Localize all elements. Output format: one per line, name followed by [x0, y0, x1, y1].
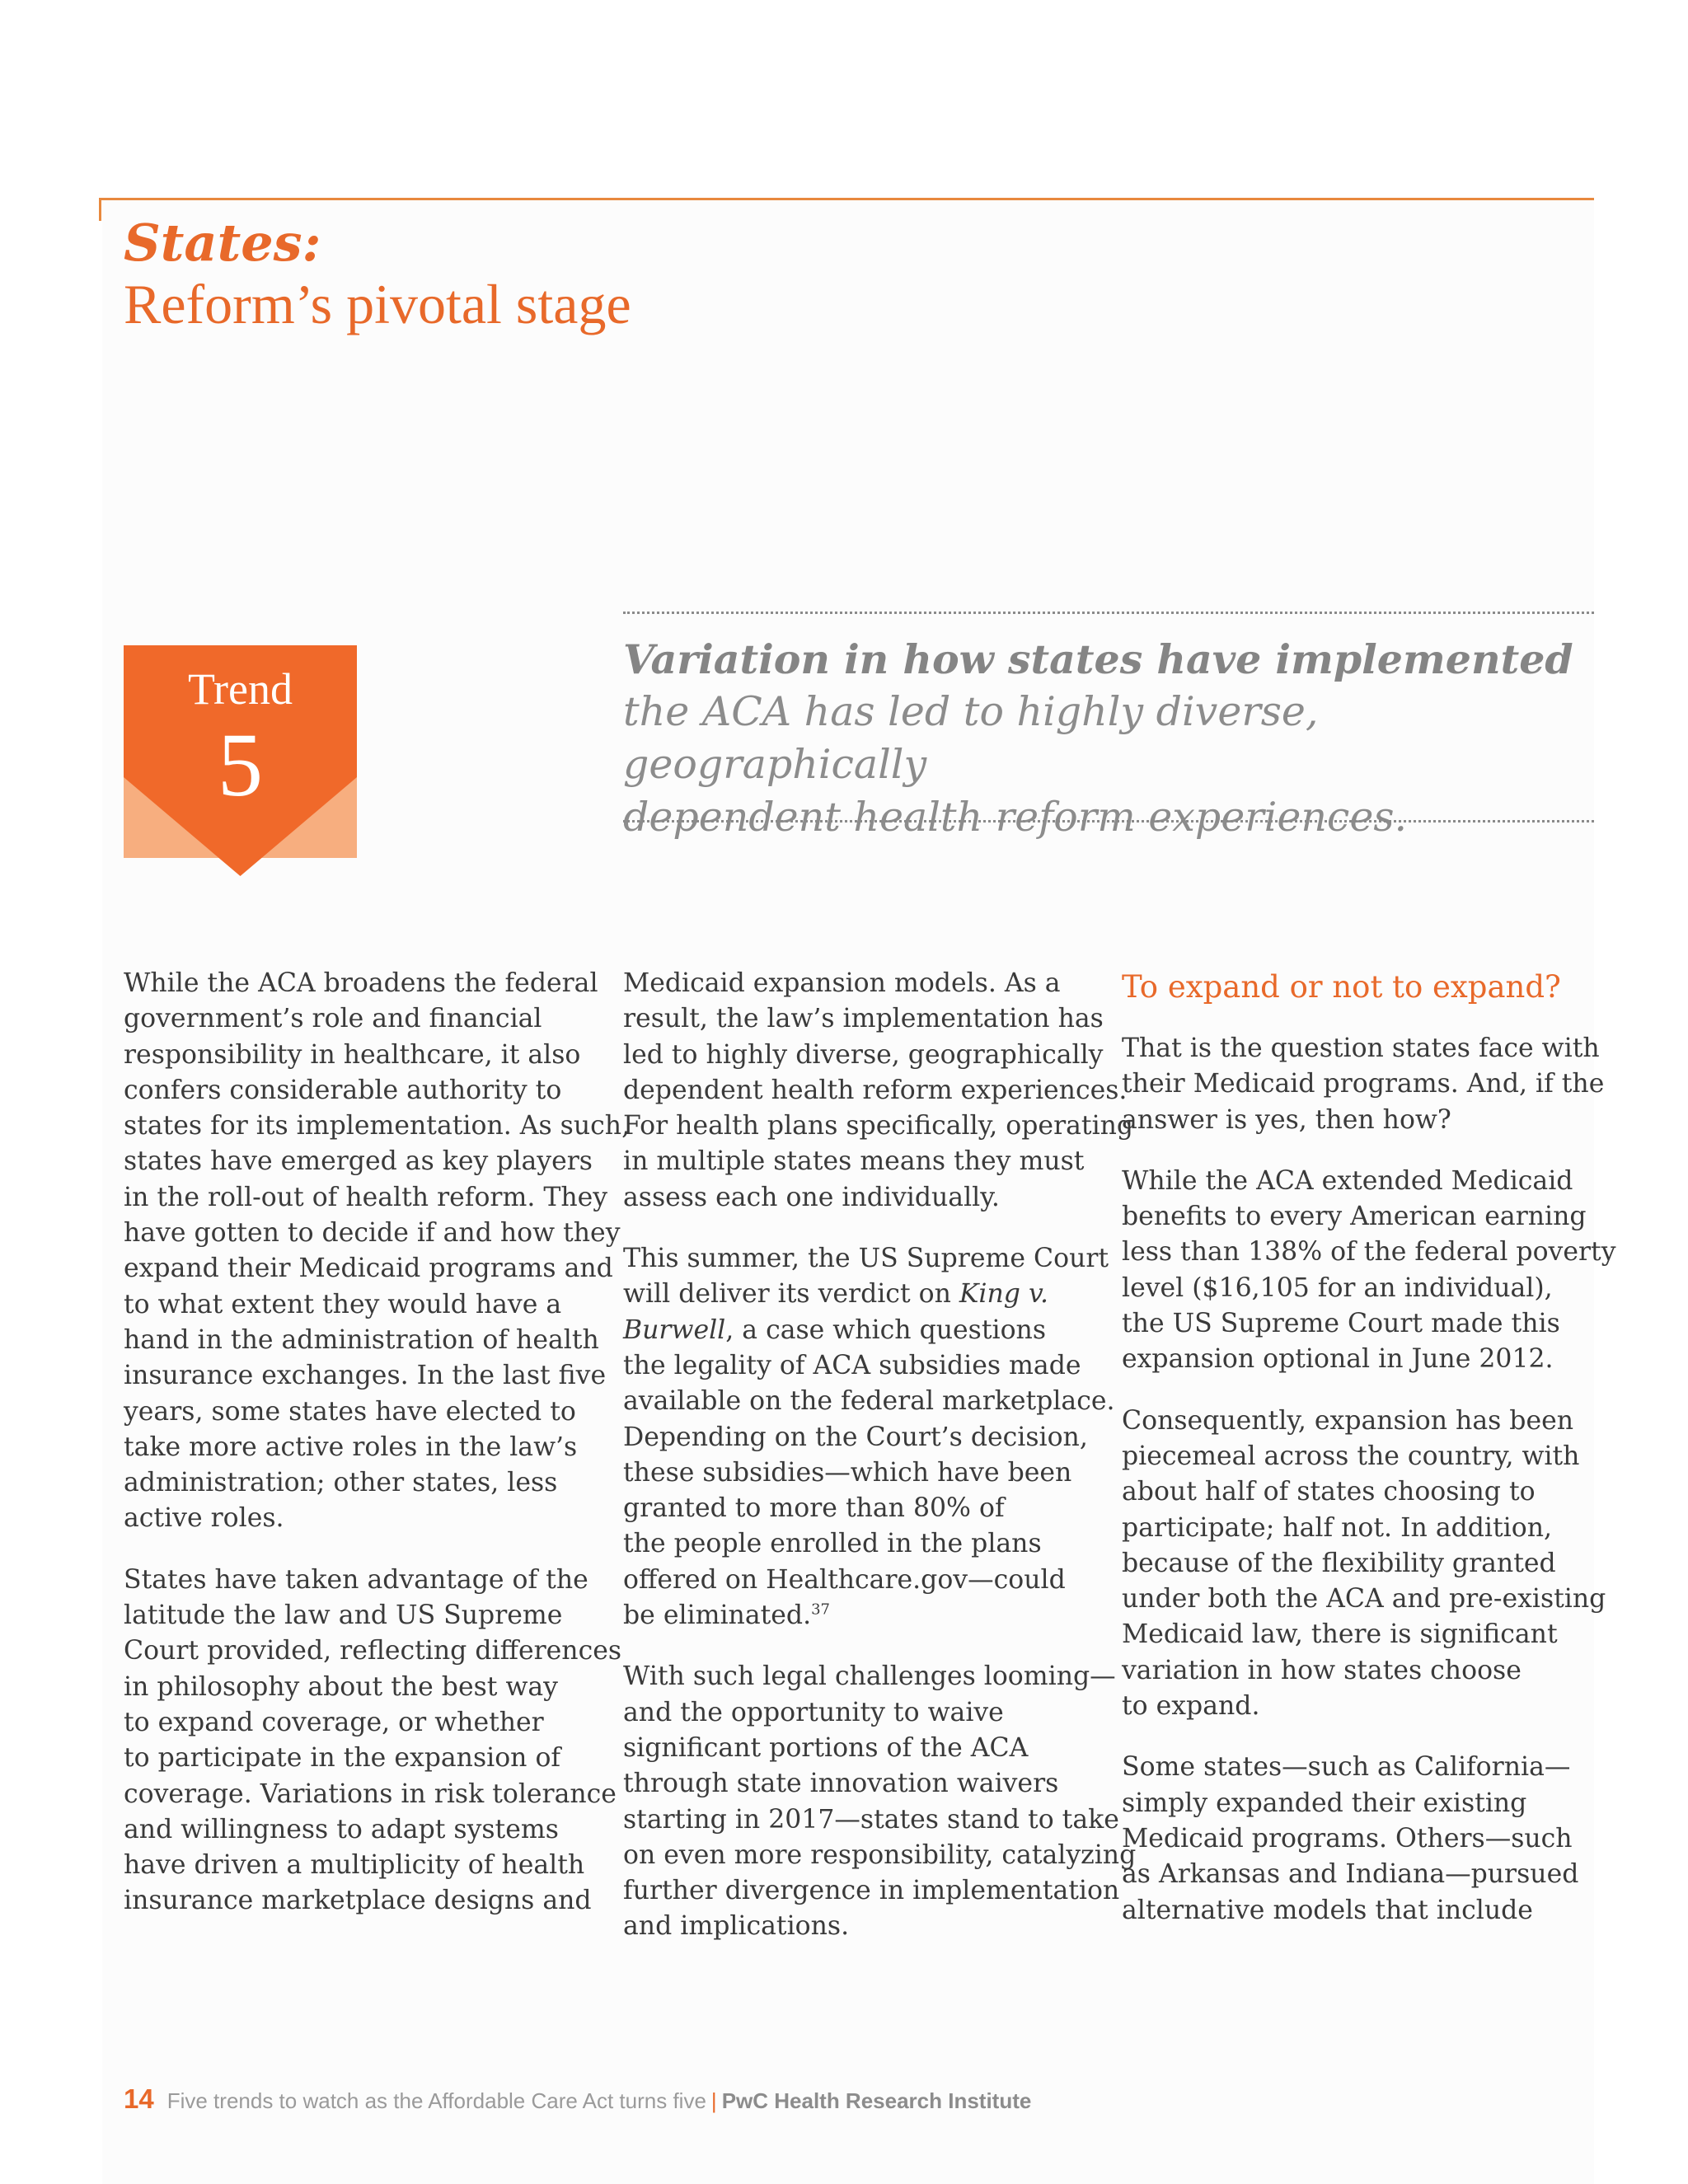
text-run: , a case which questions [725, 1315, 1046, 1345]
trend-badge [124, 645, 357, 876]
text-line: dependent health reform experiences. [623, 1075, 1128, 1105]
paragraph [623, 1241, 1115, 1633]
text-line: states have emerged as key players [124, 1146, 593, 1177]
text-line: starting in 2017—states stand to take [623, 1804, 1119, 1835]
text-line: under both the ACA and pre-existing [1122, 1584, 1606, 1615]
text-line [623, 1598, 1085, 1633]
text-line: Medicaid expansion models. As a [623, 968, 1061, 998]
paragraph [1122, 1750, 1592, 1928]
text-line: latitude the law and US Supreme [124, 1601, 563, 1631]
text-line: take more active roles in the law’s [124, 1432, 578, 1462]
footer-org: PwC Health Research Institute [721, 2088, 1032, 2113]
text-line: With such legal challenges looming— [623, 1661, 1116, 1692]
trend-badge-label: Trend [187, 664, 293, 714]
text-line: insurance marketplace designs and [124, 1886, 592, 1916]
paragraph [124, 1563, 622, 1919]
footnote-ref: 37 [811, 1601, 831, 1619]
text-line: While the ACA broadens the federal [124, 968, 598, 998]
paragraph [1122, 1031, 1605, 1138]
text-line: piecemeal across the country, with [1122, 1441, 1580, 1471]
header-rule-tick [99, 198, 101, 221]
text-line: offered on Healthcare.gov—could [623, 1564, 1066, 1595]
text-line: to what extent they would have a [124, 1289, 562, 1319]
text-line: have driven a multiplicity of health [124, 1850, 585, 1881]
body-column-2 [623, 966, 1137, 1971]
text-line: insurance exchanges. In the last five [124, 1361, 607, 1391]
text-line: answer is yes, then how? [1122, 1104, 1451, 1135]
pull-quote-line: the ACA has led to highly diverse, geographically [623, 688, 1319, 788]
text-line: states for its implementation. As such, [124, 1111, 631, 1141]
text-line: coverage. Variations in risk tolerance [124, 1779, 617, 1809]
text-line: to expand. [1122, 1691, 1260, 1722]
text-line: led to highly diverse, geographically [623, 1039, 1104, 1070]
text-line: confers considerable authority to [124, 1075, 562, 1105]
quote-top-rule [623, 612, 1594, 614]
text-line: less than 138% of the federal poverty [1122, 1237, 1616, 1268]
text-line: assess each one individually. [623, 1182, 1000, 1212]
section-heading: To expand or not to expand? [1122, 969, 1561, 1005]
text-line: simply expanded their existing [1122, 1788, 1527, 1818]
text-line [623, 1313, 1085, 1348]
text-line: in multiple states means they must [623, 1146, 1085, 1177]
text-line: That is the question states face with [1122, 1033, 1600, 1063]
body-column-3 [1122, 966, 1616, 1954]
text-line: further divergence in implementation [623, 1876, 1120, 1906]
paragraph [623, 1659, 1137, 1944]
text-line: States have taken advantage of the [124, 1564, 588, 1595]
case-name: Burwell [623, 1315, 726, 1345]
text-line: and implications. [623, 1911, 850, 1942]
text-line: Depending on the Court’s decision, [623, 1422, 1088, 1452]
paragraph [1122, 1404, 1606, 1725]
header-rule [99, 198, 1594, 200]
text-line: the US Supreme Court made this [1122, 1309, 1560, 1339]
footer-title: Five trends to watch as the Affordable Care Act turns five [166, 2088, 706, 2113]
text-run: will deliver its verdict on [623, 1279, 959, 1310]
text-run: be eliminated. [623, 1601, 812, 1631]
page-number: 14 [124, 2083, 154, 2114]
text-line: because of the flexibility granted [1122, 1548, 1556, 1578]
text-line: expand their Medicaid programs and [124, 1254, 613, 1284]
text-line: active roles. [124, 1503, 284, 1534]
pull-quote-line: Variation in how states have implemented [623, 635, 1573, 683]
text-line: in philosophy about the best way [124, 1671, 558, 1702]
text-line: This summer, the US Supreme Court [623, 1244, 1109, 1274]
text-line: through state innovation waivers [623, 1769, 1059, 1799]
text-line: the people enrolled in the plans [623, 1529, 1042, 1559]
text-line: responsibility in healthcare, it also [124, 1039, 581, 1070]
text-line: these subsidies—which have been [623, 1457, 1072, 1488]
text-line: in the roll-out of health reform. They [124, 1182, 608, 1212]
pull-quote-line: dependent health reform experiences. [623, 794, 1408, 841]
text-line: hand in the administration of health [124, 1324, 599, 1355]
paragraph [1122, 1164, 1616, 1378]
text-line: level ($16,105 for an individual), [1122, 1272, 1553, 1303]
text-line: For health plans specifically, operating [623, 1111, 1134, 1141]
text-line: years, some states have elected to [124, 1396, 576, 1427]
text-line: government’s role and financial [124, 1004, 542, 1034]
text-line: to participate in the expansion of [124, 1743, 561, 1774]
trend-badge-number: 5 [218, 715, 263, 815]
text-line: Medicaid law, there is significant [1122, 1619, 1558, 1650]
text-line: to expand coverage, or whether [124, 1707, 544, 1737]
text-line: result, the law’s implementation has [623, 1004, 1104, 1034]
paragraph [124, 966, 631, 1537]
text-line: and willingness to adapt systems [124, 1814, 559, 1844]
text-line: available on the federal marketplace. [623, 1386, 1115, 1417]
text-line: as Arkansas and Indiana—pursued [1122, 1859, 1579, 1890]
text-line: While the ACA extended Medicaid [1122, 1165, 1573, 1196]
text-line: benefits to every American earning [1122, 1202, 1587, 1232]
pull-quote [623, 633, 1587, 844]
text-line: the legality of ACA subsidies made [623, 1350, 1081, 1380]
case-name: King v. [959, 1279, 1049, 1310]
text-line: expansion optional in June 2012. [1122, 1344, 1554, 1375]
paragraph [623, 966, 1134, 1216]
quote-bottom-rule [623, 820, 1594, 823]
footer-separator: | [710, 2088, 717, 2113]
text-line: have gotten to decide if and how they [124, 1218, 621, 1249]
body-column-1 [124, 966, 631, 1945]
page-subtitle: Reform’s pivotal stage [124, 273, 631, 335]
text-line: participate; half not. In addition, [1122, 1512, 1552, 1543]
text-line: on even more responsibility, catalyzing [623, 1840, 1137, 1870]
text-line: Court provided, reflecting differences [124, 1636, 622, 1666]
text-line: their Medicaid programs. And, if the [1122, 1069, 1605, 1099]
text-line: granted to more than 80% of [623, 1493, 1005, 1524]
text-line: Medicaid programs. Others—such [1122, 1823, 1573, 1854]
text-line: about half of states choosing to [1122, 1477, 1536, 1507]
page-footer [124, 2083, 1031, 2115]
text-line: Consequently, expansion has been [1122, 1405, 1574, 1436]
text-line: and the opportunity to waive [623, 1697, 1004, 1727]
text-line [623, 1277, 1085, 1312]
text-line: variation in how states choose [1122, 1655, 1522, 1685]
text-line: administration; other states, less [124, 1468, 558, 1498]
page-title: States: [124, 213, 321, 273]
text-line: Some states—such as California— [1122, 1752, 1571, 1783]
text-line: alternative models that include [1122, 1895, 1533, 1925]
text-line: significant portions of the ACA [623, 1732, 1029, 1763]
